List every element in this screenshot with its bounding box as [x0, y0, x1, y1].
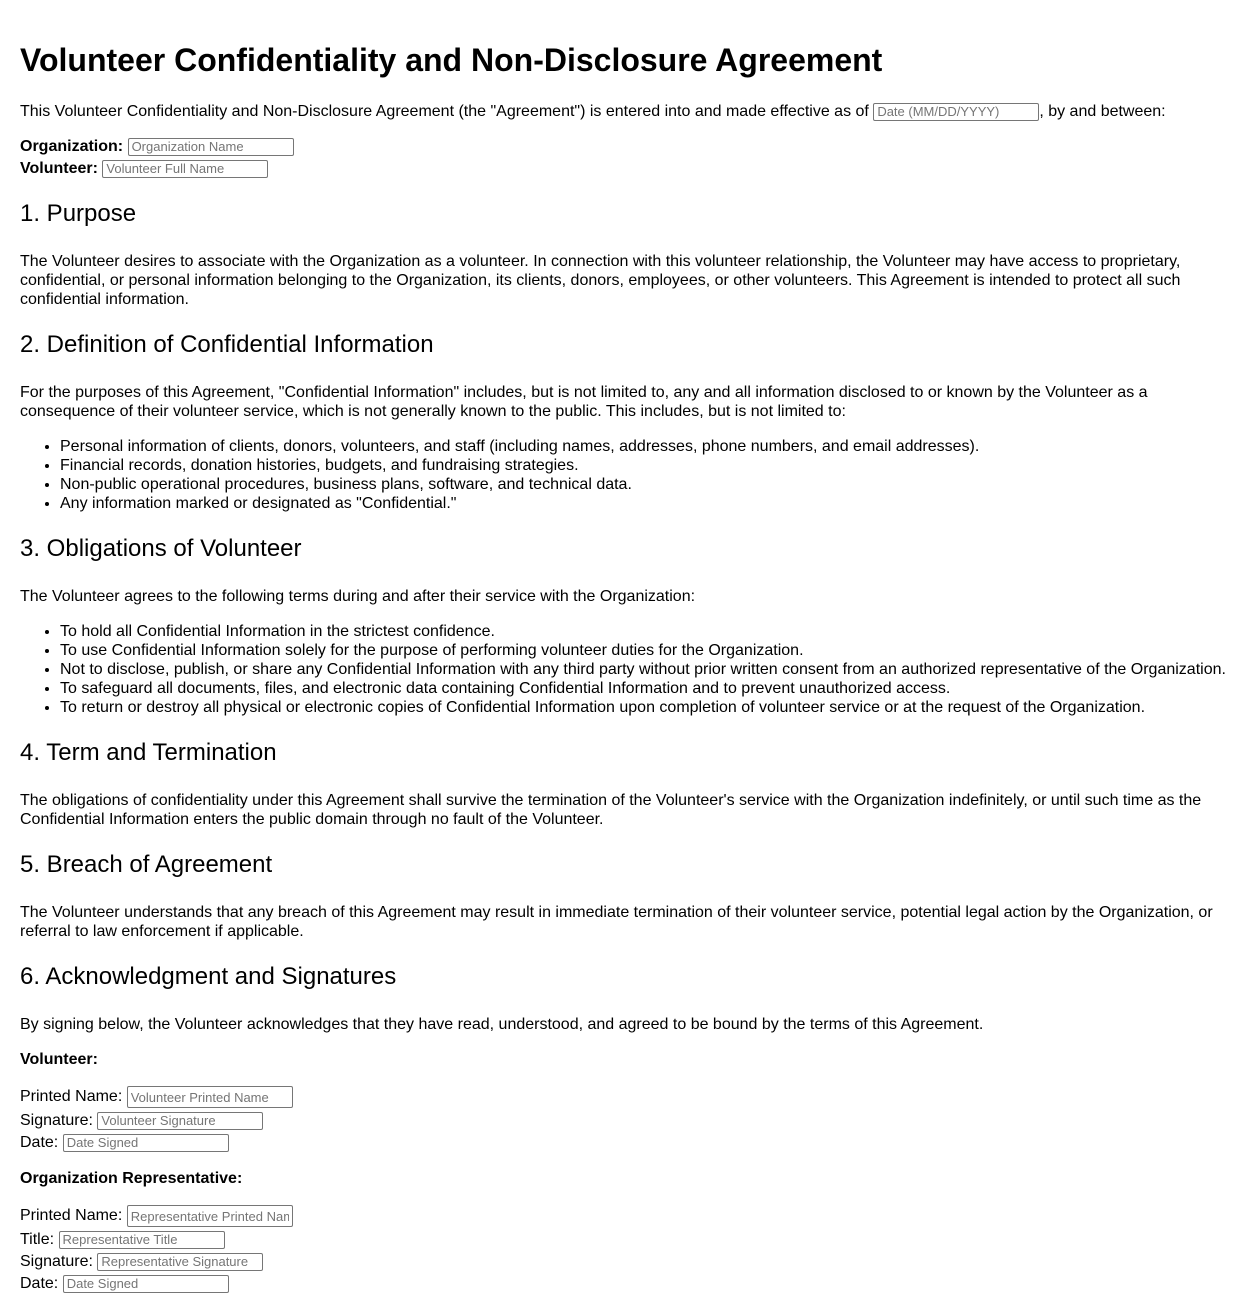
- org-signature-heading: Organization Representative:: [20, 1170, 243, 1187]
- volunteer-signature-input[interactable]: [97, 1112, 263, 1130]
- signature-label: Signature:: [20, 1253, 93, 1270]
- section-term-heading: 4. Term and Termination: [20, 739, 277, 766]
- list-item: • To hold all Confidential Information in the strictest confidence.: [60, 622, 1227, 641]
- section-purpose-heading: 1. Purpose: [20, 200, 137, 227]
- list-item: • To safeguard all documents, files, and electronic data containing Confidential Information and to prevent unauthorized access.: [60, 679, 1227, 698]
- org-printed-name-line: [20, 1205, 1227, 1227]
- section-acknowledgment-text: By signing below, the Volunteer acknowledges that they have read, understood, and agreed to be bound by the terms of this Agreement.: [20, 1016, 984, 1033]
- volunteer-date-input[interactable]: [63, 1134, 229, 1152]
- section-purpose-text: The Volunteer desires to associate with the Organization as a volunteer. In connection with this volunteer relationship, the Volunteer may have access to proprietary, confidential, or personal information belonging to the Organization, its clients, donors, employees, or other volunteers. This Agreement is intended to protect all such confidential information.: [20, 253, 1181, 308]
- list-item: • To return or destroy all physical or electronic copies of Confidential Information upon completion of volunteer service or at the request of the Organization.: [60, 698, 1227, 717]
- list-item: • Financial records, donation histories, budgets, and fundraising strategies.: [60, 456, 1227, 475]
- organization-label: Organization:: [20, 138, 124, 155]
- list-item: • Non-public operational procedures, business plans, software, and technical data.: [60, 475, 1227, 494]
- organization-line: [20, 137, 1227, 156]
- volunteer-printed-name-input[interactable]: [127, 1086, 293, 1108]
- section-definition-text: For the purposes of this Agreement, "Confidential Information" includes, but is not limited to, any and all information disclosed to or known by the Volunteer as a consequence of their volunteer service, which is not generally known to the public. This includes, but is not limited to:: [20, 384, 1148, 420]
- list-item: • To use Confidential Information solely for the purpose of performing volunteer duties for the Organization.: [60, 641, 1227, 660]
- volunteer-signature-line: [20, 1111, 1227, 1130]
- volunteer-printed-name-line: [20, 1086, 1227, 1108]
- intro-text-after: , by and between:: [1039, 103, 1166, 120]
- section-acknowledgment-heading: 6. Acknowledgment and Signatures: [20, 963, 397, 990]
- intro-paragraph: [20, 102, 1227, 121]
- date-label: Date:: [20, 1134, 59, 1151]
- list-item: • Personal information of clients, donors, volunteers, and staff (including names, addresses, phone numbers, and email addresses).: [60, 437, 1227, 456]
- section-breach-text: The Volunteer understands that any breach of this Agreement may result in immediate termination of their volunteer service, potential legal action by the Organization, or referral to law enforcement if applicable.: [20, 904, 1213, 940]
- org-date-line: [20, 1274, 1227, 1293]
- section-definition-heading: 2. Definition of Confidential Information: [20, 331, 434, 358]
- org-signature-input[interactable]: [97, 1253, 263, 1271]
- volunteer-date-line: [20, 1133, 1227, 1152]
- title-label: Title:: [20, 1231, 55, 1248]
- effective-date-input[interactable]: [873, 103, 1039, 121]
- org-title-line: [20, 1230, 1227, 1249]
- volunteer-signature-block: [20, 1086, 1227, 1152]
- list-item: • Not to disclose, publish, or share any Confidential Information with any third party without prior written consent from an authorized representative of the Organization.: [60, 660, 1227, 679]
- volunteer-label: Volunteer:: [20, 160, 98, 177]
- definition-list: [20, 437, 1227, 513]
- printed-name-label: Printed Name:: [20, 1207, 123, 1225]
- date-label: Date:: [20, 1275, 59, 1292]
- org-date-input[interactable]: [63, 1275, 229, 1293]
- section-obligations-text: The Volunteer agrees to the following terms during and after their service with the Organization:: [20, 588, 696, 605]
- org-printed-name-input[interactable]: [127, 1205, 293, 1227]
- org-title-input[interactable]: [59, 1231, 225, 1249]
- page-title: Volunteer Confidentiality and Non-Disclosure Agreement: [20, 42, 883, 78]
- printed-name-label: Printed Name:: [20, 1088, 123, 1106]
- list-item: • Any information marked or designated as "Confidential.": [60, 494, 1227, 513]
- org-signature-block: [20, 1205, 1227, 1293]
- signature-label: Signature:: [20, 1112, 93, 1129]
- org-signature-line: [20, 1252, 1227, 1271]
- intro-text-before: This Volunteer Confidentiality and Non-Disclosure Agreement (the "Agreement") is entered into and made effective as of: [20, 103, 874, 120]
- parties-block: [20, 137, 1227, 178]
- section-obligations-heading: 3. Obligations of Volunteer: [20, 535, 302, 562]
- volunteer-signature-heading: Volunteer:: [20, 1051, 98, 1068]
- volunteer-line: [20, 159, 1227, 178]
- obligations-list: [20, 622, 1227, 717]
- section-term-text: The obligations of confidentiality under this Agreement shall survive the termination of the Volunteer's service with the Organization indefinitely, or until such time as the Confidential Information enters the public domain through no fault of the Volunteer.: [20, 792, 1202, 828]
- section-breach-heading: 5. Breach of Agreement: [20, 851, 273, 878]
- volunteer-name-input[interactable]: [102, 160, 268, 178]
- organization-name-input[interactable]: [128, 138, 294, 156]
